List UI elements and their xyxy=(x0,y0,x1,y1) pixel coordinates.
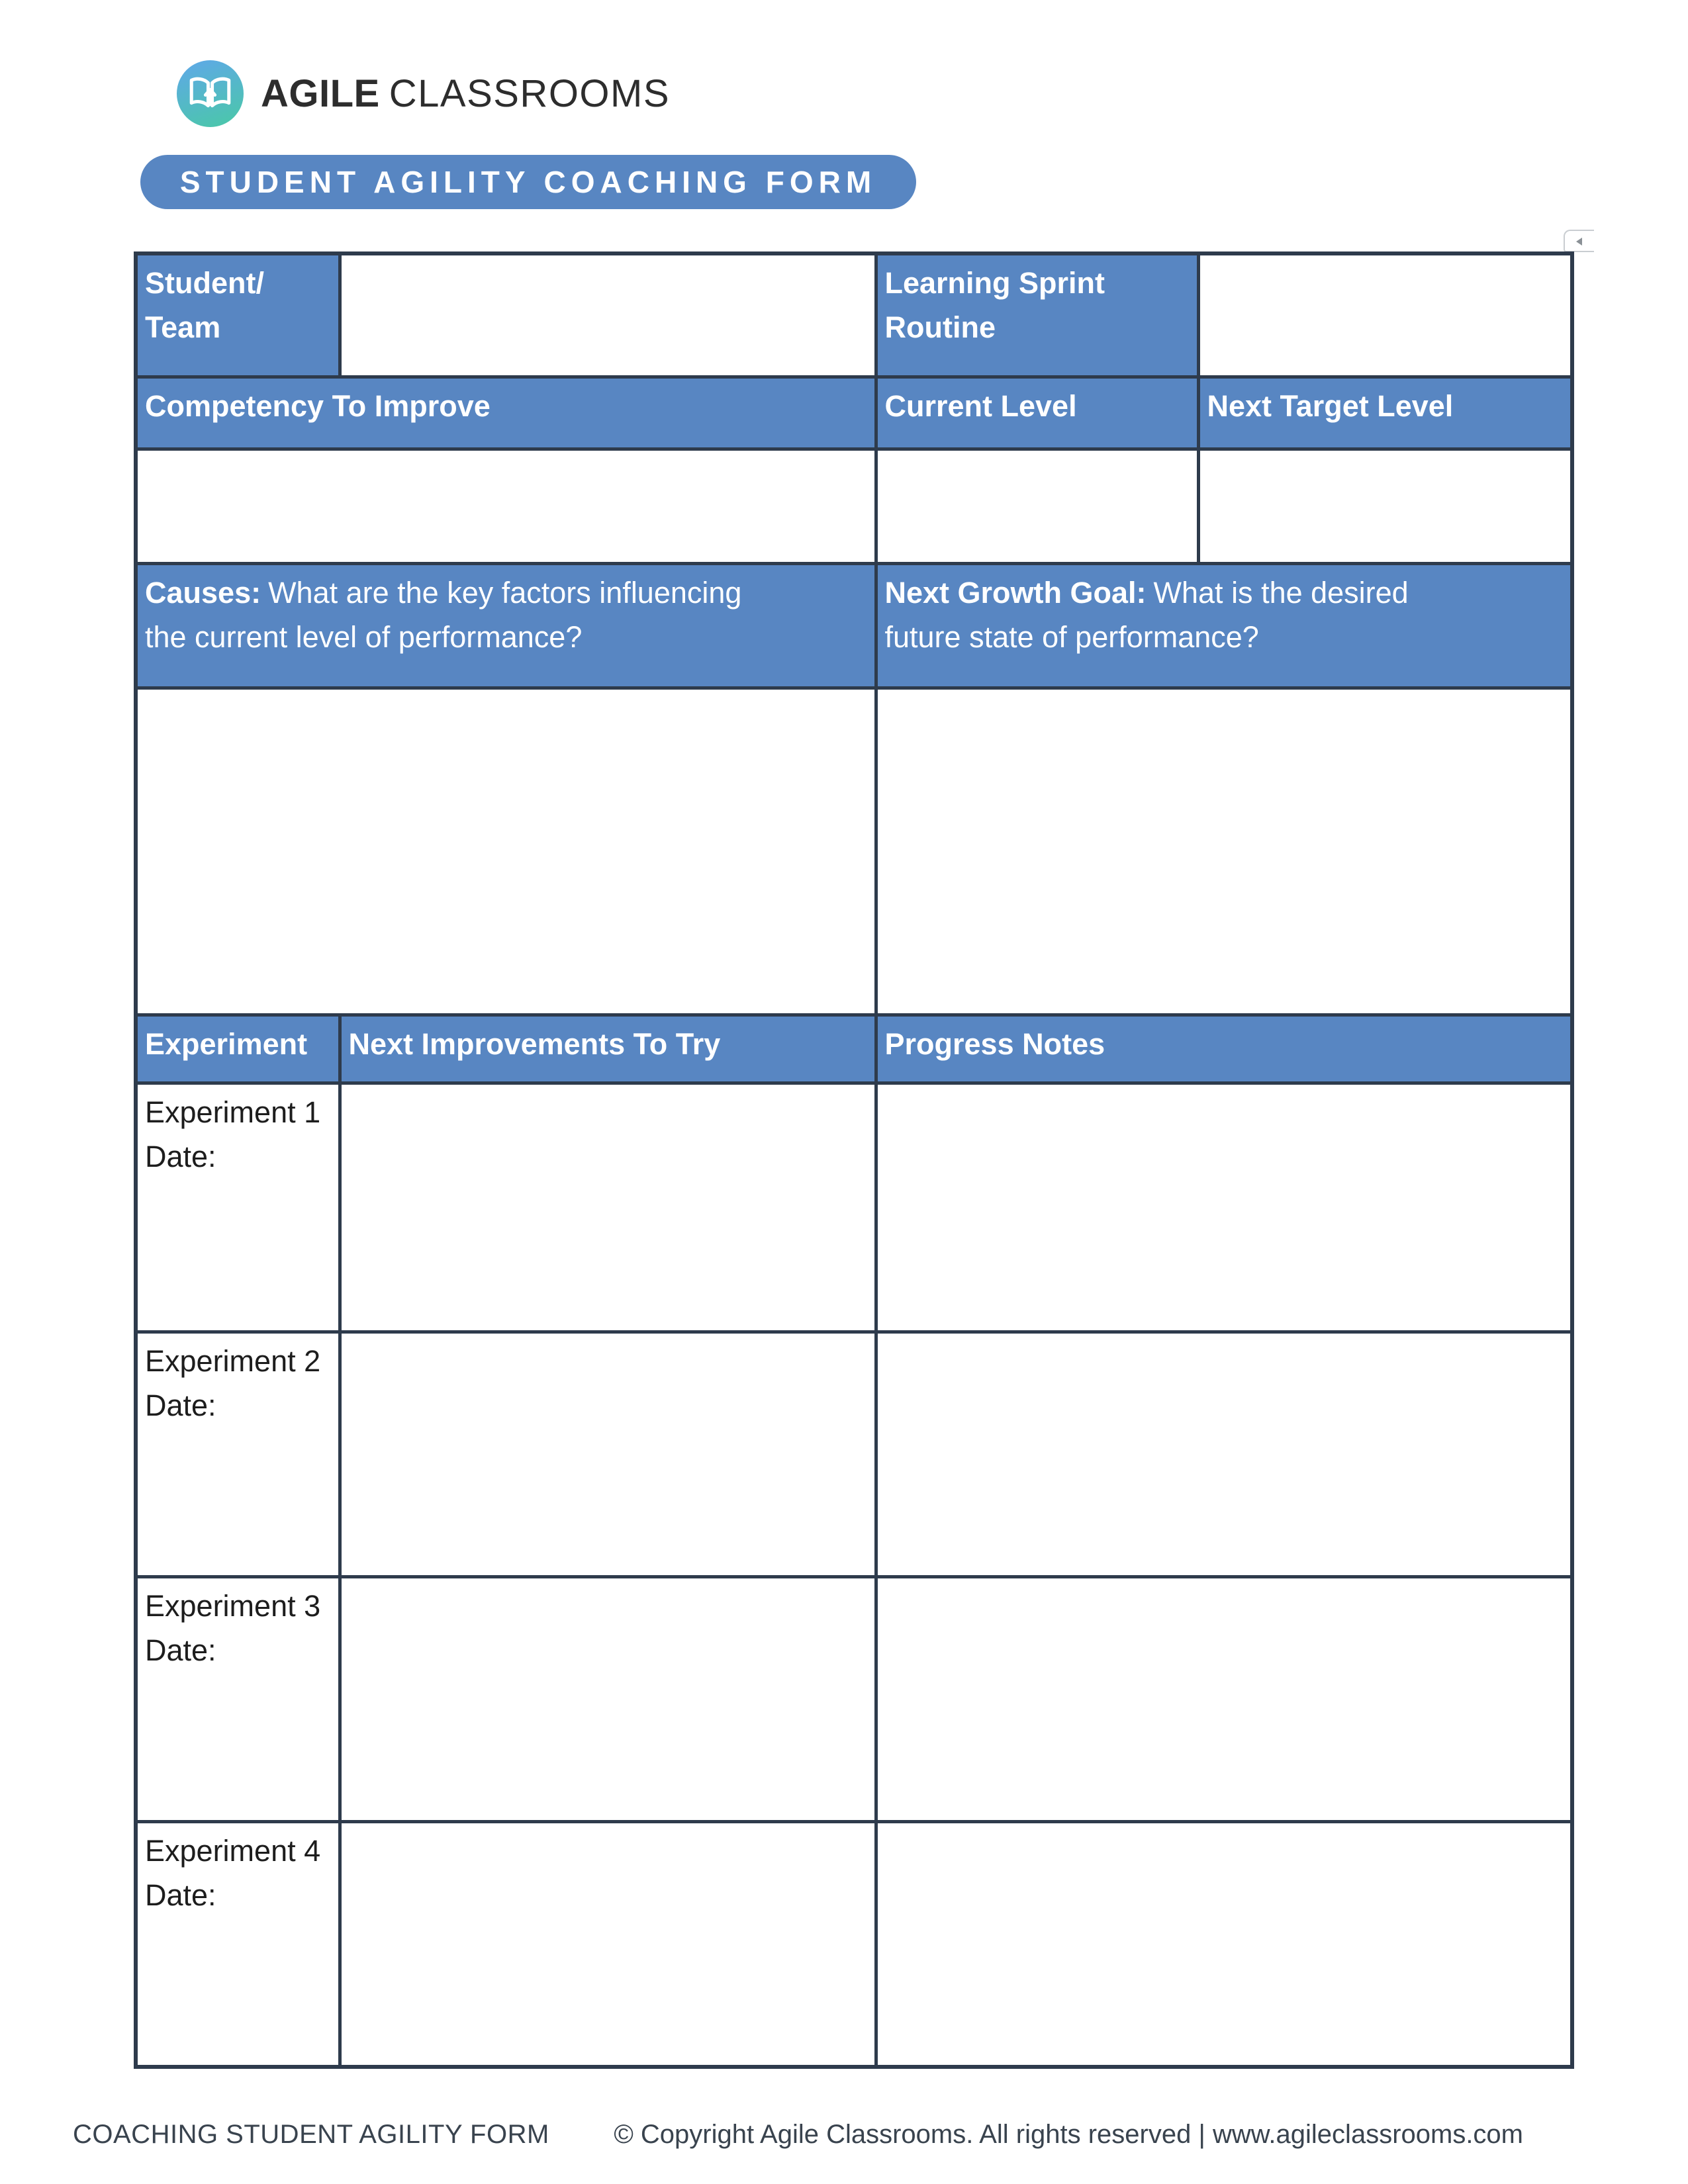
experiment-4-progress-input-cell[interactable] xyxy=(876,1821,1572,2067)
experiment-3-progress-input-cell[interactable] xyxy=(876,1576,1572,1821)
experiment-header: Experiment xyxy=(136,1015,340,1083)
experiment-3-label-cell xyxy=(136,1576,340,1821)
experiment-2-improvements-input-cell[interactable] xyxy=(340,1332,876,1576)
next-target-level-input-cell[interactable] xyxy=(1198,449,1572,563)
causes-question-part1: What are the key factors influencing xyxy=(268,575,742,610)
brand-name-light: CLASSROOMS xyxy=(389,72,671,115)
experiment-3-improvements-input-cell[interactable] xyxy=(340,1576,876,1821)
causes-prefix: Causes: xyxy=(145,575,261,610)
current-level-input-cell[interactable] xyxy=(876,449,1198,563)
causes-prompt xyxy=(136,563,876,688)
growth-goal-question-part2: future state of performance? xyxy=(884,619,1259,654)
student-team-input-cell[interactable] xyxy=(340,253,876,377)
improvements-header: Next Improvements To Try xyxy=(340,1015,876,1083)
page-corner-widget[interactable] xyxy=(1564,230,1594,252)
form-title: STUDENT AGILITY COACHING FORM xyxy=(179,165,877,199)
growth-goal-input-cell[interactable] xyxy=(876,688,1572,1015)
brand-name-bold: AGILE xyxy=(261,72,380,115)
table-row xyxy=(136,688,1572,1015)
learning-sprint-line2: Routine xyxy=(884,310,996,344)
growth-goal-prompt-line1 xyxy=(885,570,1564,615)
coaching-form-table xyxy=(134,251,1574,2069)
experiment-2-label: Experiment 2 xyxy=(145,1343,321,1378)
experiment-3-date-label: Date: xyxy=(145,1633,216,1667)
table-row xyxy=(136,1576,1572,1821)
experiment-1-label: Experiment 1 xyxy=(145,1095,321,1129)
brand-header xyxy=(177,60,670,127)
open-book-up-arrow-icon xyxy=(177,60,244,127)
causes-prompt-line1 xyxy=(145,570,867,615)
growth-goal-prompt xyxy=(876,563,1572,688)
table-row xyxy=(136,377,1572,449)
next-target-level-header: Next Target Level xyxy=(1198,377,1572,449)
experiment-1-improvements-input-cell[interactable] xyxy=(340,1083,876,1332)
experiment-4-label: Experiment 4 xyxy=(145,1833,321,1868)
collapse-arrow-icon xyxy=(1576,238,1582,246)
table-row xyxy=(136,1083,1572,1332)
footer-copyright: © Copyright Agile Classrooms. All rights reserved | www.agileclassrooms.com xyxy=(614,2120,1523,2149)
experiment-2-label-cell xyxy=(136,1332,340,1576)
experiment-1-date-label: Date: xyxy=(145,1139,216,1173)
table-row xyxy=(136,449,1572,563)
causes-input-cell[interactable] xyxy=(136,688,876,1015)
table-row xyxy=(136,253,1572,377)
table-row xyxy=(136,1015,1572,1083)
student-team-label xyxy=(136,253,340,377)
growth-goal-prefix: Next Growth Goal: xyxy=(884,575,1147,610)
experiment-1-label-cell xyxy=(136,1083,340,1332)
experiment-2-date-label: Date: xyxy=(145,1388,216,1422)
learning-sprint-routine-label xyxy=(876,253,1198,377)
table-row xyxy=(136,1821,1572,2067)
brand-name xyxy=(261,71,670,116)
experiment-4-improvements-input-cell[interactable] xyxy=(340,1821,876,2067)
learning-sprint-routine-input-cell[interactable] xyxy=(1198,253,1572,377)
footer-document-title: COACHING STUDENT AGILITY FORM xyxy=(73,2120,549,2149)
student-team-line2: Team xyxy=(145,310,221,344)
growth-goal-question-part1: What is the desired xyxy=(1153,575,1409,610)
experiment-1-progress-input-cell[interactable] xyxy=(876,1083,1572,1332)
experiment-4-date-label: Date: xyxy=(145,1878,216,1912)
causes-question-part2: the current level of performance? xyxy=(145,619,583,654)
experiment-3-label: Experiment 3 xyxy=(145,1588,321,1623)
learning-sprint-line1: Learning Sprint xyxy=(884,266,1105,300)
competency-input-cell[interactable] xyxy=(136,449,876,563)
progress-notes-header: Progress Notes xyxy=(876,1015,1572,1083)
experiment-2-progress-input-cell[interactable] xyxy=(876,1332,1572,1576)
table-row xyxy=(136,1332,1572,1576)
competency-header: Competency To Improve xyxy=(136,377,876,449)
current-level-header: Current Level xyxy=(876,377,1198,449)
experiment-4-label-cell xyxy=(136,1821,340,2067)
form-title-banner xyxy=(140,155,916,209)
table-row xyxy=(136,563,1572,688)
student-team-line1: Student/ xyxy=(145,266,264,300)
